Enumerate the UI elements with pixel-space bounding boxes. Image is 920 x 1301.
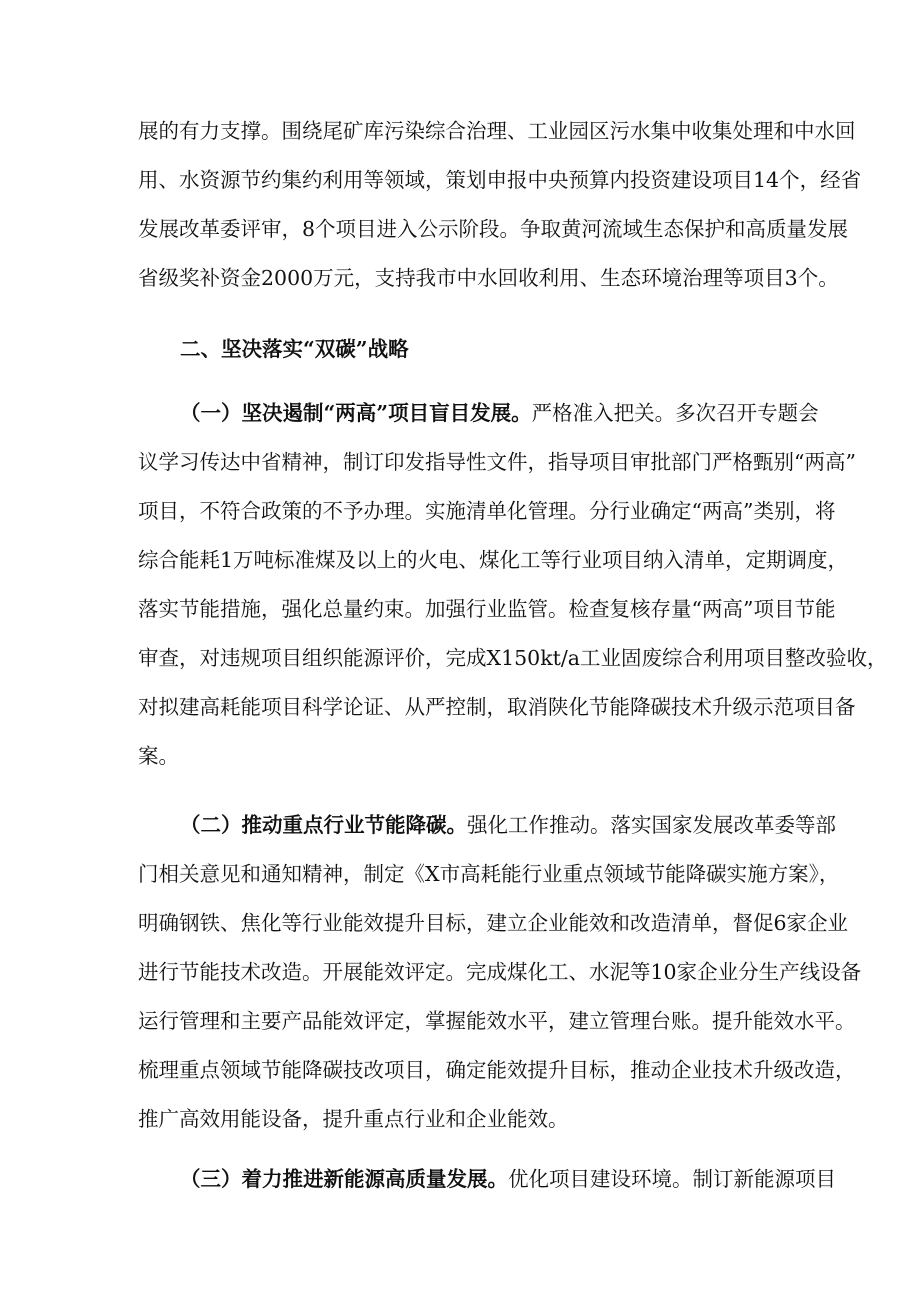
item2-line-7: 推广高效用能设备，提升重点行业和企业能效。 (138, 1107, 569, 1131)
item1-first-line-text: 严格准入把关。多次召开专题会 (531, 401, 819, 425)
intro-line-3: 发展改革委评审，8个项目进入公示阶段。争取黄河流域生态保护和高质量发展 (138, 217, 849, 241)
item1-line-8: 案。 (138, 744, 179, 768)
item1-first-line (180, 399, 819, 427)
item2-line-4: 进行节能技术改造。开展能效评定。完成煤化工、水泥等10家企业分生产线设备 (138, 960, 862, 984)
item1-line-4: 综合能耗1万吨标准煤及以上的火电、煤化工等行业项目纳入清单，定期调度， (138, 548, 849, 572)
section-heading: 二、坚决落实“双碳”战略 (180, 337, 409, 361)
intro-line-2: 用、水资源节约集约利用等领域，策划申报中央预算内投资建设项目14个，经省 (138, 168, 862, 192)
item1-line-3: 项目，不符合政策的不予办理。实施清单化管理。分行业确定“两高”类别，将 (138, 499, 836, 523)
item2-first-line (180, 811, 836, 839)
item2-line-2: 门相关意见和通知精神，制定《X市高耗能行业重点领域节能降碳实施方案》， (138, 862, 840, 886)
item2-line-3: 明确钢铁、焦化等行业能效提升目标，建立企业能效和改造清单，督促6家企业 (138, 911, 849, 935)
item2-first-line-text: 强化工作推动。落实国家发展改革委等部 (467, 813, 836, 837)
item1-line-5: 落实节能措施，强化总量约束。加强行业监管。检查复核存量“两高”项目节能 (138, 597, 836, 621)
item1-title: （一）坚决遏制“两高”项目盲目发展。 (180, 401, 532, 425)
item1-line-6: 审查，对违规项目组织能源评价，完成X150kt/a工业固废综合利用项目整改验收， (138, 646, 888, 670)
item1-line-7: 对拟建高耗能项目科学论证、从严控制，取消陕化节能降碳技术升级示范项目备 (138, 695, 856, 719)
intro-line-1: 展的有力支撑。围绕尾矿库污染综合治理、工业园区污水集中收集处理和中水回 (138, 119, 856, 143)
item3-first-line-text: 优化项目建设环境。制订新能源项目 (508, 1167, 836, 1191)
item2-title: （二）推动重点行业节能降碳。 (180, 813, 467, 837)
intro-line-4: 省级奖补资金2000万元，支持我市中水回收利用、生态环境治理等项目3个。 (138, 266, 839, 290)
item2-line-5: 运行管理和主要产品能效评定，掌握能效水平，建立管理台账。提升能效水平。 (138, 1009, 856, 1033)
item2-line-6: 梳理重点领域节能降碳技改项目，确定能效提升目标，推动企业技术升级改造， (138, 1058, 856, 1082)
item3-title: （三）着力推进新能源高质量发展。 (180, 1167, 508, 1191)
item3-first-line (180, 1165, 836, 1193)
item1-line-2: 议学习传达中省精神，制订印发指导性文件，指导项目审批部门严格甄别“两高” (138, 450, 856, 474)
